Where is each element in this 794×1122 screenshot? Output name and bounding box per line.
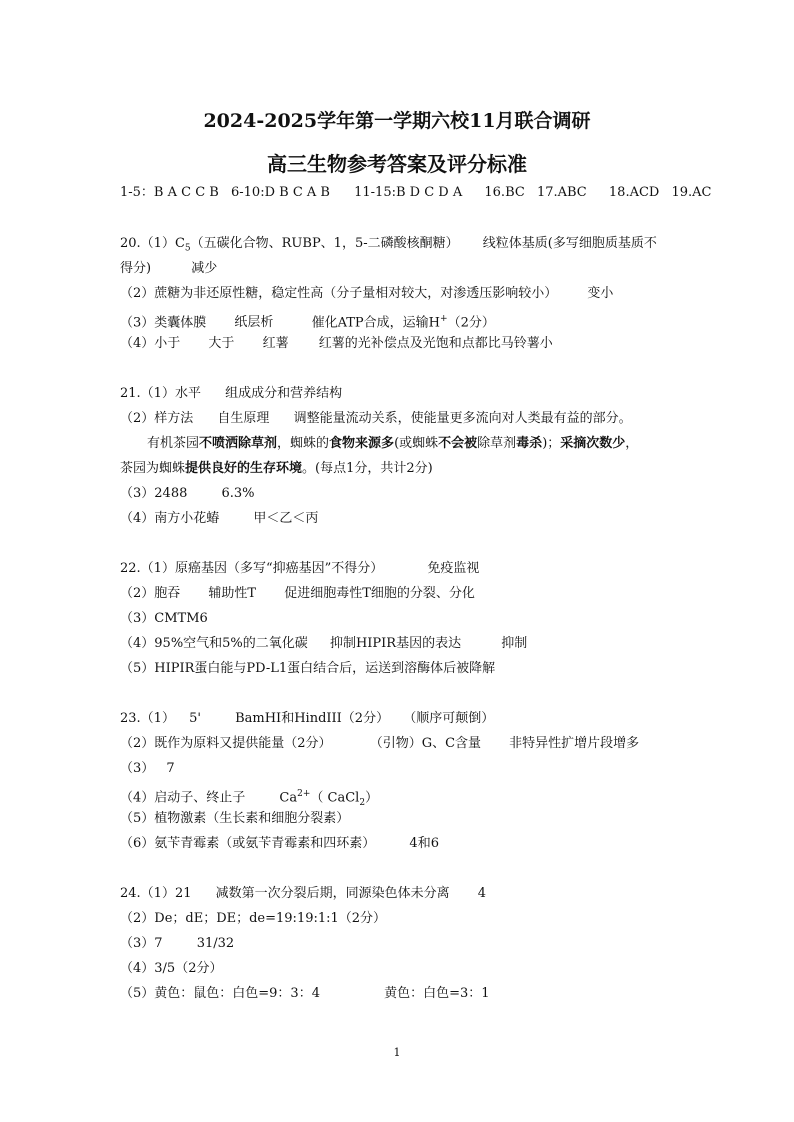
q23-part6-a: （6）氨苄青霉素（或氨苄青霉素和四环素） xyxy=(120,836,376,851)
q23-line-4 xyxy=(120,786,378,811)
mc-q16: 16.BC xyxy=(484,185,525,200)
mc-group-1-5: 1-5：B A C C B xyxy=(120,185,219,200)
q21-part4-b: 甲＜乙＜丙 xyxy=(253,511,319,526)
q24-part1-b: 减数第一次分裂后期，同源染色体未分离 xyxy=(215,886,450,901)
q20-superscript: + xyxy=(440,314,448,324)
q22-line-5 xyxy=(120,661,495,677)
q20-subscript: 5 xyxy=(184,243,191,254)
q21-bold-text: 食物来源多 xyxy=(329,436,395,451)
q23-part2-b: （引物）G、C含量 xyxy=(369,736,482,751)
q24-line-2 xyxy=(120,911,386,927)
q21-text: 除草剂 xyxy=(477,436,517,451)
q24-part2: （2）De；dE；DE；de=19:19:1:1（2分） xyxy=(120,911,387,926)
q24-part4: （4）3/5（2分） xyxy=(120,961,223,976)
q24-line-4 xyxy=(120,961,222,977)
q20-part4-c: 红薯 xyxy=(262,336,289,351)
q23-part2-c: 非特异性扩增片段增多 xyxy=(509,736,640,751)
q21-part2-c: 调整能量流动关系，使能量更多流向对人类最有益的部分。 xyxy=(293,411,632,426)
q23-line-6 xyxy=(120,836,439,852)
q22-part4-c: 抑制 xyxy=(501,636,528,651)
mc-q19: 19.AC xyxy=(671,185,712,200)
q22-part2-c: 促进细胞毒性T细胞的分裂、分化 xyxy=(284,586,475,601)
q24-line-3 xyxy=(120,936,234,952)
q20-part1-label: 20.（1）C xyxy=(120,236,185,251)
mc-q18: 18.ACD xyxy=(608,185,660,200)
q21-bold-text: 采摘次数少 xyxy=(560,436,626,451)
q23-part4-a: （4）启动子、终止子 xyxy=(120,790,246,806)
q20-part4-b: 大于 xyxy=(208,336,235,351)
q22-part3: （3）CMTM6 xyxy=(120,611,208,626)
q20-part3-b: 纸层析 xyxy=(234,315,274,331)
q24-part1-a: 24.（1）21 xyxy=(120,886,192,901)
q21-line-3 xyxy=(147,436,638,452)
q21-text: 茶园为蜘蛛 xyxy=(120,461,186,476)
q23-part1-c: BamHI和HindIII（2分） xyxy=(235,711,390,726)
q21-part1-b: 组成成分和营养结构 xyxy=(225,386,343,401)
q21-bold-text: 毒杀 xyxy=(516,436,543,451)
q24-part3-a: （3）7 xyxy=(120,936,163,951)
q24-part1-c: 4 xyxy=(477,886,487,901)
q21-part3-a: （3）2488 xyxy=(120,486,188,501)
q21-text: ，蜘蛛的 xyxy=(277,436,330,451)
q21-text: (或蜘蛛 xyxy=(394,436,439,451)
q21-line-4 xyxy=(120,461,433,477)
q22-part1-a: 22.（1）原癌基因（多写“抑癌基因”不得分） xyxy=(120,561,384,576)
q23-part6-b: 4和6 xyxy=(409,836,439,851)
q21-line-6 xyxy=(120,511,318,527)
q23-superscript: 2+ xyxy=(297,789,311,799)
q23-part4-b: $Ca^{2+}$（ CaCl$_2$） xyxy=(279,789,379,808)
q20-part3-c: 催化ATP合成，运输H+（2分） xyxy=(311,314,495,331)
q22-line-3 xyxy=(120,611,208,627)
q21-text: 。(每点1分，共计2分) xyxy=(302,461,433,476)
q23-line-5 xyxy=(120,811,349,827)
q20-line2-a: 得分) xyxy=(120,261,152,276)
q24-part5-b: 黄色：白色=3：1 xyxy=(384,986,490,1001)
mc-q17: 17.ABC xyxy=(536,185,587,200)
q21-line-1 xyxy=(120,386,342,402)
q20-part3-a: （3）类囊体膜 xyxy=(120,315,207,331)
page-number: 1 xyxy=(393,1046,401,1059)
mc-answers xyxy=(120,185,712,201)
q21-text: 有机茶园 xyxy=(147,436,200,451)
q22-part4-b: 抑制HIPIR基因的表达 xyxy=(329,636,462,651)
q21-text: ， xyxy=(625,436,639,451)
q20-line2-b: 减少 xyxy=(191,261,218,276)
q23-line-1 xyxy=(120,711,494,727)
q21-bold-text: 提供良好的生存环境 xyxy=(185,461,303,476)
q21-part2-a: （2）样方法 xyxy=(120,411,194,426)
q23-subscript: 2 xyxy=(359,797,366,808)
q21-part3-b: 6.3% xyxy=(221,486,255,501)
q20-line-2 xyxy=(120,261,217,277)
q23-part2-a: （2）既作为原料又提供能量（2分） xyxy=(120,736,332,751)
q23-line-2 xyxy=(120,736,639,752)
q23-part1-b: 5' xyxy=(189,711,201,726)
mc-group-6-10: 6-10:D B C A B xyxy=(231,185,330,200)
q20-part2-a: （2）蔗糖为非还原性糖，稳定性高（分子量相对较大，对渗透压影响较小） xyxy=(120,286,558,301)
q22-part4-a: （4）95%空气和5%的二氧化碳 xyxy=(120,636,308,651)
q20-line-4 xyxy=(120,311,495,331)
q20-part4-a: （4）小于 xyxy=(120,336,181,351)
q21-bold-text: 不会被 xyxy=(438,436,478,451)
q21-bold-text: 不喷洒除草剂 xyxy=(199,436,278,451)
q20-part1-note: （五碳化合物、RUBP、1，5-二磷酸核酮糖） xyxy=(190,236,459,251)
q20-part2-b: 变小 xyxy=(587,286,614,301)
q23-line-3 xyxy=(120,761,175,777)
q20-part4-d: 红薯的光补偿点及光饱和点都比马铃薯小 xyxy=(318,336,553,351)
q21-line-5 xyxy=(120,486,255,502)
q23-part1-d: （顺序可颠倒） xyxy=(403,711,495,726)
q24-line-5 xyxy=(120,986,490,1002)
q23-part3-a: （3） xyxy=(120,761,155,776)
q21-line-2 xyxy=(120,411,632,427)
q22-part5: （5）HIPIR蛋白能与PD-L1蛋白结合后，运送到溶酶体后被降解 xyxy=(120,661,496,676)
q21-part4-a: （4）南方小花蝽 xyxy=(120,511,220,526)
q24-part5-a: （5）黄色：鼠色：白色=9：3：4 xyxy=(120,986,320,1001)
q22-line-1 xyxy=(120,561,479,577)
q21-part2-b: 自生原理 xyxy=(217,411,270,426)
q20-part1-answer-2: 线粒体基质(多写细胞质基质不 xyxy=(482,236,657,251)
q22-line-2 xyxy=(120,586,475,602)
q21-part1-a: 21.（1）水平 xyxy=(120,386,201,401)
q22-part1-b: 免疫监视 xyxy=(427,561,480,576)
q23-part5: （5）植物激素（生长素和细胞分裂素） xyxy=(120,811,350,826)
q23-part3-b: 7 xyxy=(166,761,175,776)
q20-line-5 xyxy=(120,336,553,352)
q22-line-4 xyxy=(120,636,527,652)
document-subtitle: 高三生物参考答案及评分标准 xyxy=(267,152,527,176)
document-title: 2024-2025学年第一学期六校11月联合调研 xyxy=(203,110,591,132)
q23-part1-a: 23.（1） xyxy=(120,711,175,726)
q22-part2-a: （2）胞吞 xyxy=(120,586,181,601)
q20-line-1 xyxy=(120,236,657,257)
mc-group-11-15: 11-15:B D C D A xyxy=(354,185,463,200)
q22-part2-b: 辅助性T xyxy=(208,586,257,601)
q24-line-1 xyxy=(120,886,486,902)
q24-part3-b: 31/32 xyxy=(196,936,235,951)
q20-line-3 xyxy=(120,286,613,302)
q21-text: )； xyxy=(542,436,561,451)
